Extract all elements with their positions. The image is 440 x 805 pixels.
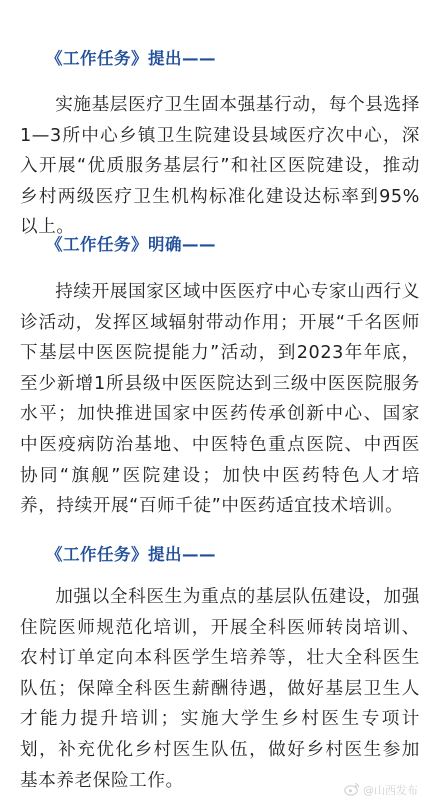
watermark-text: @山西发布 — [363, 784, 418, 797]
weibo-logo-icon — [344, 781, 360, 800]
section-3-paragraph: 加强以全科医生为重点的基层队伍建设，加强住院医师规范化培训，开展全科医师转岗培训、农村订单定向本科医学生培养等，壮大全科医生队伍；保障全科医生薪酬待遇，做好基层卫生人才能力提升培训；实施大学生乡村医生专项计划，补充优化乡村医生队伍，做好乡村医生参加基本养老保险工作。 — [20, 587, 420, 791]
section-1-heading: 《工作任务》提出—— — [46, 49, 216, 68]
section-3-heading: 《工作任务》提出—— — [46, 545, 216, 564]
section-1-paragraph: 实施基层医疗卫生固本强基行动，每个县选择1—3所中心乡镇卫生院建设县域医疗次中心，深入开展“优质服务基层行”和社区医院建设，推动乡村两级医疗卫生机构标准化建设达标率到95%以上。 — [20, 95, 420, 238]
section-2-paragraph: 持续开展国家区域中医医疗中心专家山西行义诊活动，发挥区域辐射带动作用；开展“千名医师下基层中医医院提能力”活动，到2023年年底，至少新增1所县级中医医院达到三级中医医院服务水平；加快推进国家中医药传承创新中心、国家中医疫病防治基地、中医特色重点医院、中西医协同“旗舰”医院建设；加快中医药特色人才培养，持续开展“百师千徒”中医药适宜技术培训。 — [20, 282, 420, 517]
section-2-heading: 《工作任务》明确—— — [46, 235, 216, 254]
watermark — [344, 781, 418, 799]
